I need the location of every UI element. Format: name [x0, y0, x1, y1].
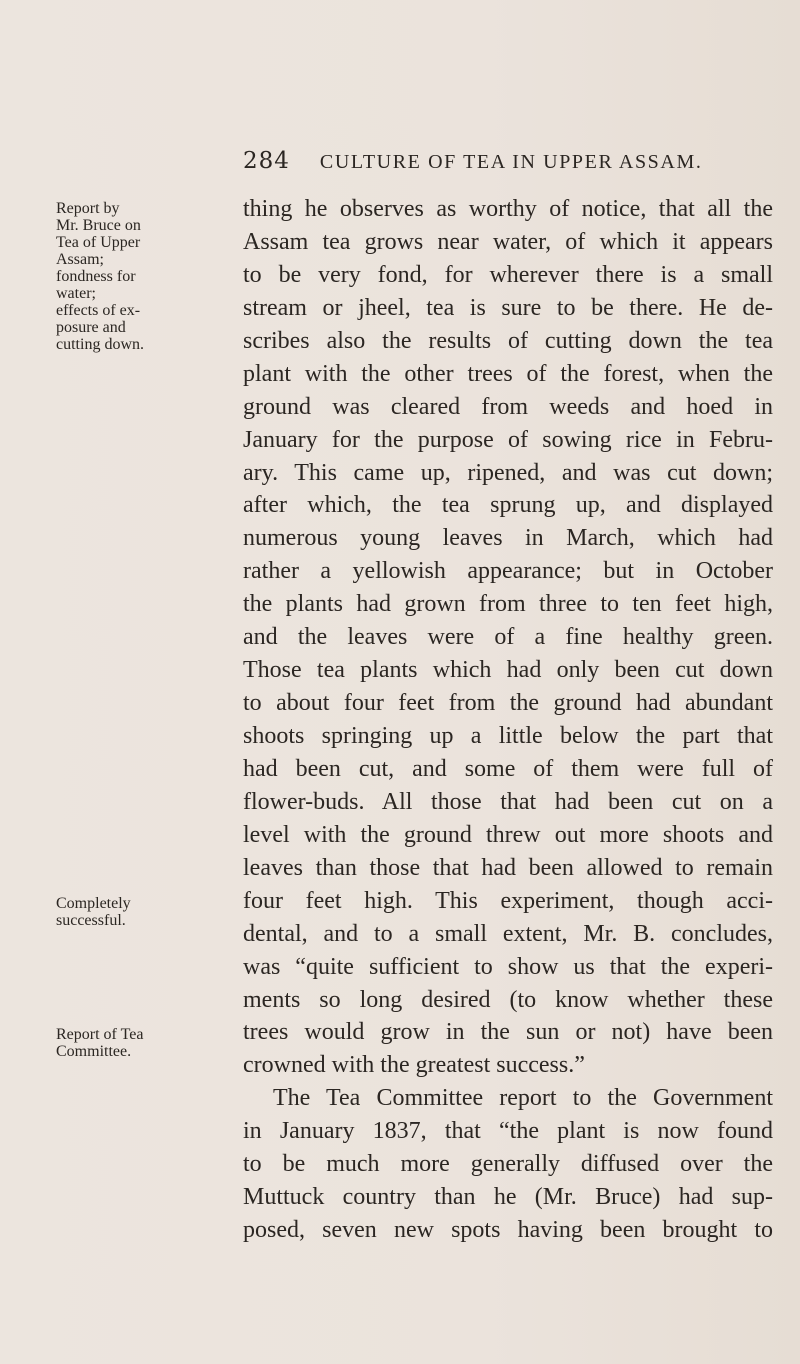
text-line: to be much more generally diffused over the — [243, 1151, 773, 1178]
margin-note-line: Report of Tea — [56, 1026, 144, 1043]
body-text — [243, 193, 773, 1247]
margin-note-line: Mr. Bruce on — [56, 217, 141, 234]
text-line: trees would grow in the sun or not) have been — [243, 1019, 773, 1046]
text-line: crowned with the greatest success.” — [243, 1052, 585, 1079]
text-line: Assam tea grows near water, of which it appears — [243, 228, 773, 255]
margin-note-line: Completely — [56, 895, 131, 912]
running-head: CULTURE OF TEA IN UPPER ASSAM. — [319, 151, 703, 173]
text-line: January for the purpose of sowing rice in Febru- — [243, 426, 773, 453]
text-line: The Tea Committee report to the Government — [273, 1085, 773, 1112]
text-line: the plants had grown from three to ten feet high, — [243, 591, 773, 618]
text-line: four feet high. This experiment, though acci- — [243, 887, 773, 914]
text-line: shoots springing up a little below the part that — [243, 723, 773, 749]
text-line: posed, seven new spots having been brought to — [243, 1217, 773, 1244]
margin-note-line: cutting down. — [56, 336, 144, 353]
margin-note-completely-successful — [56, 895, 246, 929]
margin-note-line: Report by — [56, 200, 120, 217]
text-line: to be very fond, for wherever there is a small — [243, 261, 773, 288]
text-line: ground was cleared from weeds and hoed in — [243, 393, 773, 420]
text-line: level with the ground threw out more shoots and — [243, 821, 773, 848]
margin-note-line: Tea of Upper — [56, 234, 141, 251]
margin-note-report-by-bruce — [56, 200, 246, 302]
text-line: rather a yellowish appearance; but in October — [243, 558, 773, 585]
margin-note-line: fondness for — [56, 268, 136, 285]
text-line: Muttuck country than he (Mr. Bruce) had sup- — [243, 1184, 773, 1211]
text-line: was “quite sufficient to show us that the experi- — [243, 953, 773, 980]
margin-note-line: posure and — [56, 319, 126, 336]
text-line: had been cut, and some of them were full of — [243, 755, 773, 782]
margin-note-line: water; — [56, 285, 96, 302]
text-line: plant with the other trees of the forest, when the — [243, 360, 773, 387]
text-line: scribes also the results of cutting down the tea — [243, 327, 773, 354]
margin-note-report-of-tea-committee — [56, 1026, 246, 1060]
text-line: thing he observes as worthy of notice, that all the — [243, 196, 773, 222]
margin-note-line: Committee. — [56, 1043, 132, 1060]
text-line: ary. This came up, ripened, and was cut down; — [243, 459, 773, 486]
page-header — [243, 148, 773, 178]
text-line: and the leaves were of a fine healthy green. — [243, 624, 773, 651]
text-line: ments so long desired (to know whether these — [243, 986, 773, 1013]
text-line: after which, the tea sprung up, and displayed — [243, 492, 773, 519]
margin-note-line: Assam; — [56, 251, 104, 268]
text-line: stream or jheel, tea is sure to be there. He de- — [243, 294, 773, 321]
margin-note-line: effects of ex- — [56, 302, 141, 319]
text-line: dental, and to a small extent, Mr. B. concludes, — [243, 920, 773, 947]
margin-note-effects-of-exposure — [56, 302, 246, 353]
text-line: Those tea plants which had only been cut down — [243, 657, 773, 684]
margin-note-line: successful. — [56, 912, 126, 929]
text-line: in January 1837, that “the plant is now found — [243, 1118, 773, 1145]
text-line: to about four feet from the ground had abundant — [243, 690, 773, 717]
page-number: 284 — [243, 148, 290, 174]
text-line: leaves than those that had been allowed to remain — [243, 854, 773, 881]
text-line: numerous young leaves in March, which had — [243, 525, 773, 552]
text-line: flower-buds. All those that had been cut on a — [243, 788, 773, 815]
